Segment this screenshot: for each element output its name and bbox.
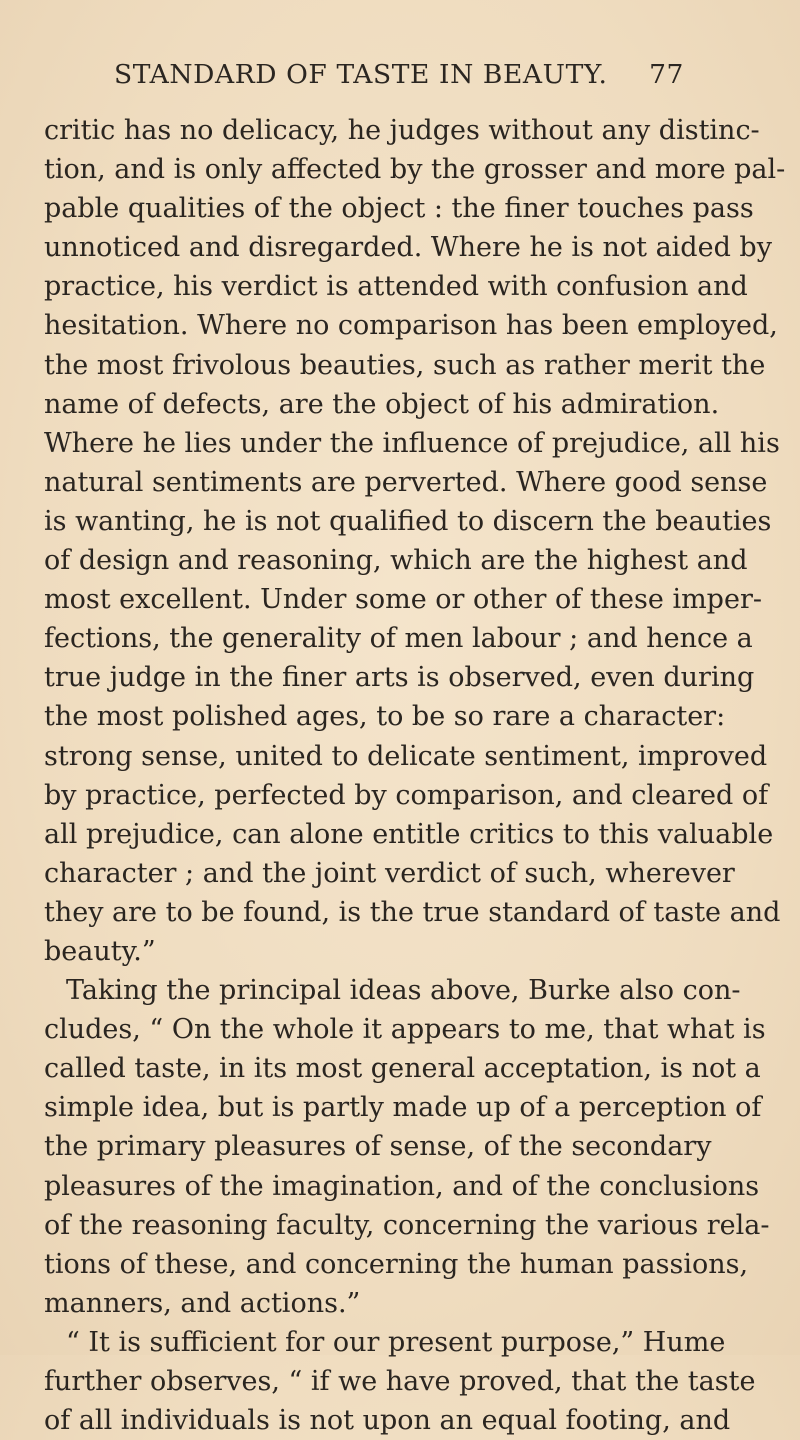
text-line: pable qualities of the object : the finer touches pass (44, 193, 754, 225)
text-line: manners, and actions.” (44, 1287, 361, 1319)
text-line: name of defects, are the object of his admiration. (44, 388, 720, 420)
text-line: Taking the principal ideas above, Burke also con- (66, 975, 741, 1007)
text-line: they are to be found, is the true standard of taste and (44, 896, 781, 928)
text-line: is wanting, he is not qualified to discern the beauties (44, 505, 772, 537)
text-line: of design and reasoning, which are the highest and (44, 545, 748, 577)
text-line: beauty.” (44, 935, 156, 967)
text-line: unnoticed and disregarded. Where he is not aided by (44, 232, 772, 264)
text-line: true judge in the finer arts is observed, even during (44, 662, 755, 694)
text-line: pleasures of the imagination, and of the conclusions (44, 1170, 760, 1202)
running-head (114, 58, 684, 92)
text-line: critic has no delicacy, he judges without any distinc- (44, 115, 760, 146)
text-line: most excellent. Under some or other of these imper- (44, 584, 762, 616)
text-line: of all individuals is not upon an equal footing, and (44, 1405, 731, 1437)
text-line: Where he lies under the influence of prejudice, all his (44, 427, 780, 459)
text-line: cludes, “ On the whole it appears to me, that what is (44, 1014, 766, 1046)
text-line: further observes, “ if we have proved, that the taste (44, 1366, 756, 1397)
text-line: character ; and the joint verdict of such, wherever (44, 857, 735, 889)
text-line: by practice, perfected by comparison, and cleared of (44, 779, 769, 811)
text-line: the primary pleasures of sense, of the secondary (44, 1131, 712, 1163)
text-line: simple idea, but is partly made up of a perception of (44, 1092, 762, 1124)
text-line: practice, his verdict is attended with confusion and (44, 271, 748, 303)
text-line: strong sense, united to delicate sentiment, improved (44, 740, 768, 772)
text-line: of the reasoning faculty, concerning the various rela- (44, 1209, 770, 1241)
page-number: 77 (649, 59, 684, 90)
text-line: tions of these, and concerning the human passions, (44, 1248, 749, 1280)
text-line: called taste, in its most general acceptation, is not a (44, 1053, 761, 1085)
text-line: the most frivolous beauties, such as rather merit the (44, 349, 766, 381)
text-line: all prejudice, can alone entitle critics to this valuable (44, 818, 774, 850)
text-line: tion, and is only affected by the grosser and more pal- (44, 154, 786, 186)
text-line: the most polished ages, to be so rare a character: (44, 701, 726, 733)
text-line: natural sentiments are perverted. Where good sense (44, 466, 768, 498)
running-head-title: STANDARD OF TASTE IN BEAUTY. (114, 59, 608, 90)
text-line: hesitation. Where no comparison has been employed, (44, 310, 778, 342)
text-line: fections, the generality of men labour ; and hence a (44, 623, 753, 655)
text-line: “ It is sufficient for our present purpose,” Hume (66, 1326, 726, 1358)
body-text (44, 111, 786, 1440)
